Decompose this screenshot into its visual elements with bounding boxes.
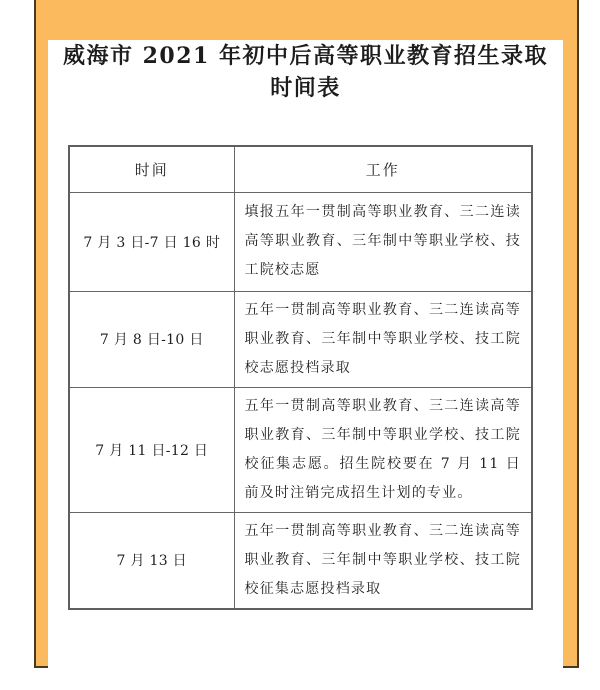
orange-frame-border	[34, 0, 579, 668]
row-4-time: 7 月 13 日	[69, 512, 234, 609]
page-title	[48, 40, 563, 104]
row-4-work: 五年一贯制高等职业教育、三二连读高等职业教育、三年制中等职业学校、技工院校征集志愿投档录取	[234, 512, 532, 609]
page-title-line-1: 威海市 2021 年初中后高等职业教育招生录取	[62, 43, 549, 69]
row-1-work: 填报五年一贯制高等职业教育、三二连读高等职业教育、三年制中等职业学校、技工院校志愿	[234, 192, 532, 291]
table-row	[69, 387, 532, 512]
table-row	[69, 192, 532, 291]
table-row	[69, 512, 532, 609]
table-row	[69, 291, 532, 387]
page-title-line-2: 时间表	[270, 75, 341, 101]
row-3-work: 五年一贯制高等职业教育、三二连读高等职业教育、三年制中等职业学校、技工院校征集志愿。招生院校要在 7 月 11 日前及时注销完成招生计划的专业。	[234, 387, 532, 512]
column-header-time: 时间	[69, 146, 234, 192]
column-header-work: 工作	[234, 146, 532, 192]
admission-schedule-table	[68, 145, 533, 610]
row-1-time: 7 月 3 日-7 日 16 时	[69, 192, 234, 291]
row-3-time: 7 月 11 日-12 日	[69, 387, 234, 512]
table-header-row	[69, 146, 532, 192]
row-2-work: 五年一贯制高等职业教育、三二连读高等职业教育、三年制中等职业学校、技工院校志愿投档录取	[234, 291, 532, 387]
document-page	[48, 40, 563, 690]
row-2-time: 7 月 8 日-10 日	[69, 291, 234, 387]
